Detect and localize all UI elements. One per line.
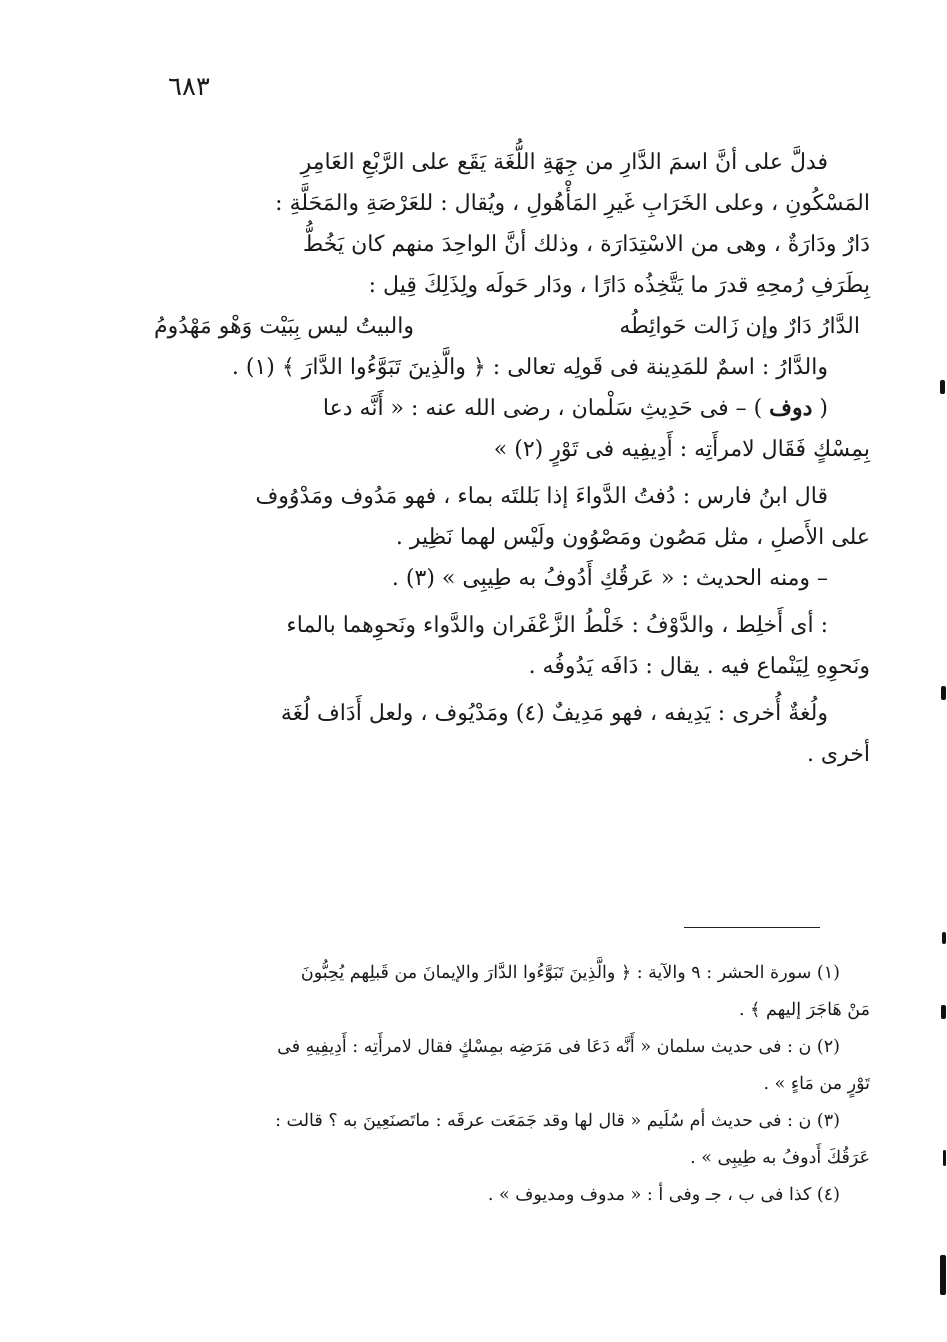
- quran-citation: والدَّارُ : اسمٌ للمَدِينة فى قَولِه تعالى : ﴿ والَّذِينَ تَبَوَّءُوا الدَّارَ ﴾ (١) .: [231, 355, 828, 380]
- main-text: [150, 142, 870, 775]
- scan-mark: [940, 380, 945, 394]
- text-line: دَارٌ ودَارَةٌ ، وهى من الاسْتِدَارَة ، وذلك أنَّ الواحِدَ منهم كان يَخُطُّ: [302, 232, 870, 257]
- text-line: بِطَرَفِ رُمحِهِ قدرَ ما يَتَّخِذُه دَارًا ، ودَار حَولَه ولِذَلِكَ قِيل :: [368, 273, 870, 298]
- text-line: بِمِسْكٍ فَقَال لامرأَتِه : أَدِيفِيه فى تَوْرٍ (٢) »: [493, 437, 870, 462]
- footnote-line: مَنْ هَاجَرَ إليهم ﴾ .: [739, 1000, 870, 1020]
- poetry-verse: [150, 306, 870, 347]
- scan-mark: [941, 686, 946, 700]
- footnote-line: عَرَقُكَ أَدوفُ به طِيبِى » .: [690, 1148, 870, 1168]
- scan-mark: [943, 1150, 946, 1166]
- footnote-divider: [684, 927, 820, 928]
- text-line: على الأَصلِ ، مثل مَصُون ومَصْوُون ولَيْس لهما نَظِير .: [395, 525, 870, 550]
- scan-mark: [942, 932, 946, 944]
- scan-mark: [940, 1255, 946, 1295]
- entry-text: – فى حَدِيثِ سَلْمان ، رضى الله عنه : « أَنَّه دعا: [322, 396, 747, 421]
- text-line: : أى أَخلِط ، والدَّوْفُ : خَلْطُ الزَّعْفَران والدَّواء ونَحوِهما بالماء: [286, 613, 828, 638]
- footnote-line: (٤) كذا فى ب ، جـ وفى أ : « مدوف ومديوف » .: [487, 1185, 840, 1205]
- text-line: ولُغةٌ أُخرى : يَدِيفه ، فهو مَدِيفٌ (٤) ومَدْيُوف ، ولعل أَدَاف لُغَة: [280, 701, 828, 726]
- footnotes: [150, 955, 870, 1214]
- text-line: فدلَّ على أنَّ اسمَ الدَّارِ من جِهَةِ اللُّغَة يَقَع على الرَّبْعِ العَامِرِ: [300, 150, 828, 175]
- footnote-line: (١) سورة الحشر : ٩ والآية : ﴿ والَّذِينَ تَبَوَّءُوا الدَّارَ والإيمانَ من قَبلِهم يُحِبُّونَ: [300, 963, 840, 983]
- footnote-line: (٢) ن : فى حديث سلمان « أَنَّه دَعَا فى مَرَضِه بمِسْكٍ فقال لامرأَتِه : أَدِيفِيهِ فى: [277, 1037, 840, 1057]
- entry-headword: دوف: [769, 395, 813, 421]
- entry-line: [150, 388, 870, 429]
- entry-close-paren: ): [753, 396, 763, 421]
- entry-open-paren: (: [819, 396, 828, 421]
- scan-mark: [941, 1005, 946, 1019]
- text-line: المَسْكُونِ ، وعلى الخَرَابِ غَيرِ المَأْهُولِ ، ويُقال : للعَرْصَةِ والمَحَلَّةِ :: [275, 191, 870, 216]
- text-line: قال ابنُ فارس : دُفتُ الدَّواءَ إذا بَللتَه بماء ، فهو مَدُوف ومَدْوُوف: [255, 484, 828, 509]
- text-line: ونَحوِهِ لِيَنْماع فيه . يقال : دَافَه يَدُوفُه .: [528, 654, 870, 679]
- page-number: ٦٨٣: [168, 72, 210, 102]
- text-line: – ومنه الحديث : « عَرقُكِ أَدُوفُ به طِيبِى » (٣) .: [391, 566, 828, 591]
- verse-second-hemistich: والبيتُ ليس بِبَيْت وَهْو مَهْدُومُ: [154, 314, 414, 339]
- text-line: أخرى .: [806, 742, 870, 767]
- footnote-line: (٣) ن : فى حديث أم سُلَيم « قال لها وقد جَمَعَت عرقَه : ماتَصنَعِينَ به ؟ قالت :: [275, 1111, 840, 1131]
- text-line: [150, 347, 870, 388]
- verse-first-hemistich: الدَّارُ دَارٌ وإن زَالت حَوائِطُه: [619, 314, 860, 339]
- footnote-line: تَوْرٍ من مَاءٍ » .: [763, 1074, 870, 1094]
